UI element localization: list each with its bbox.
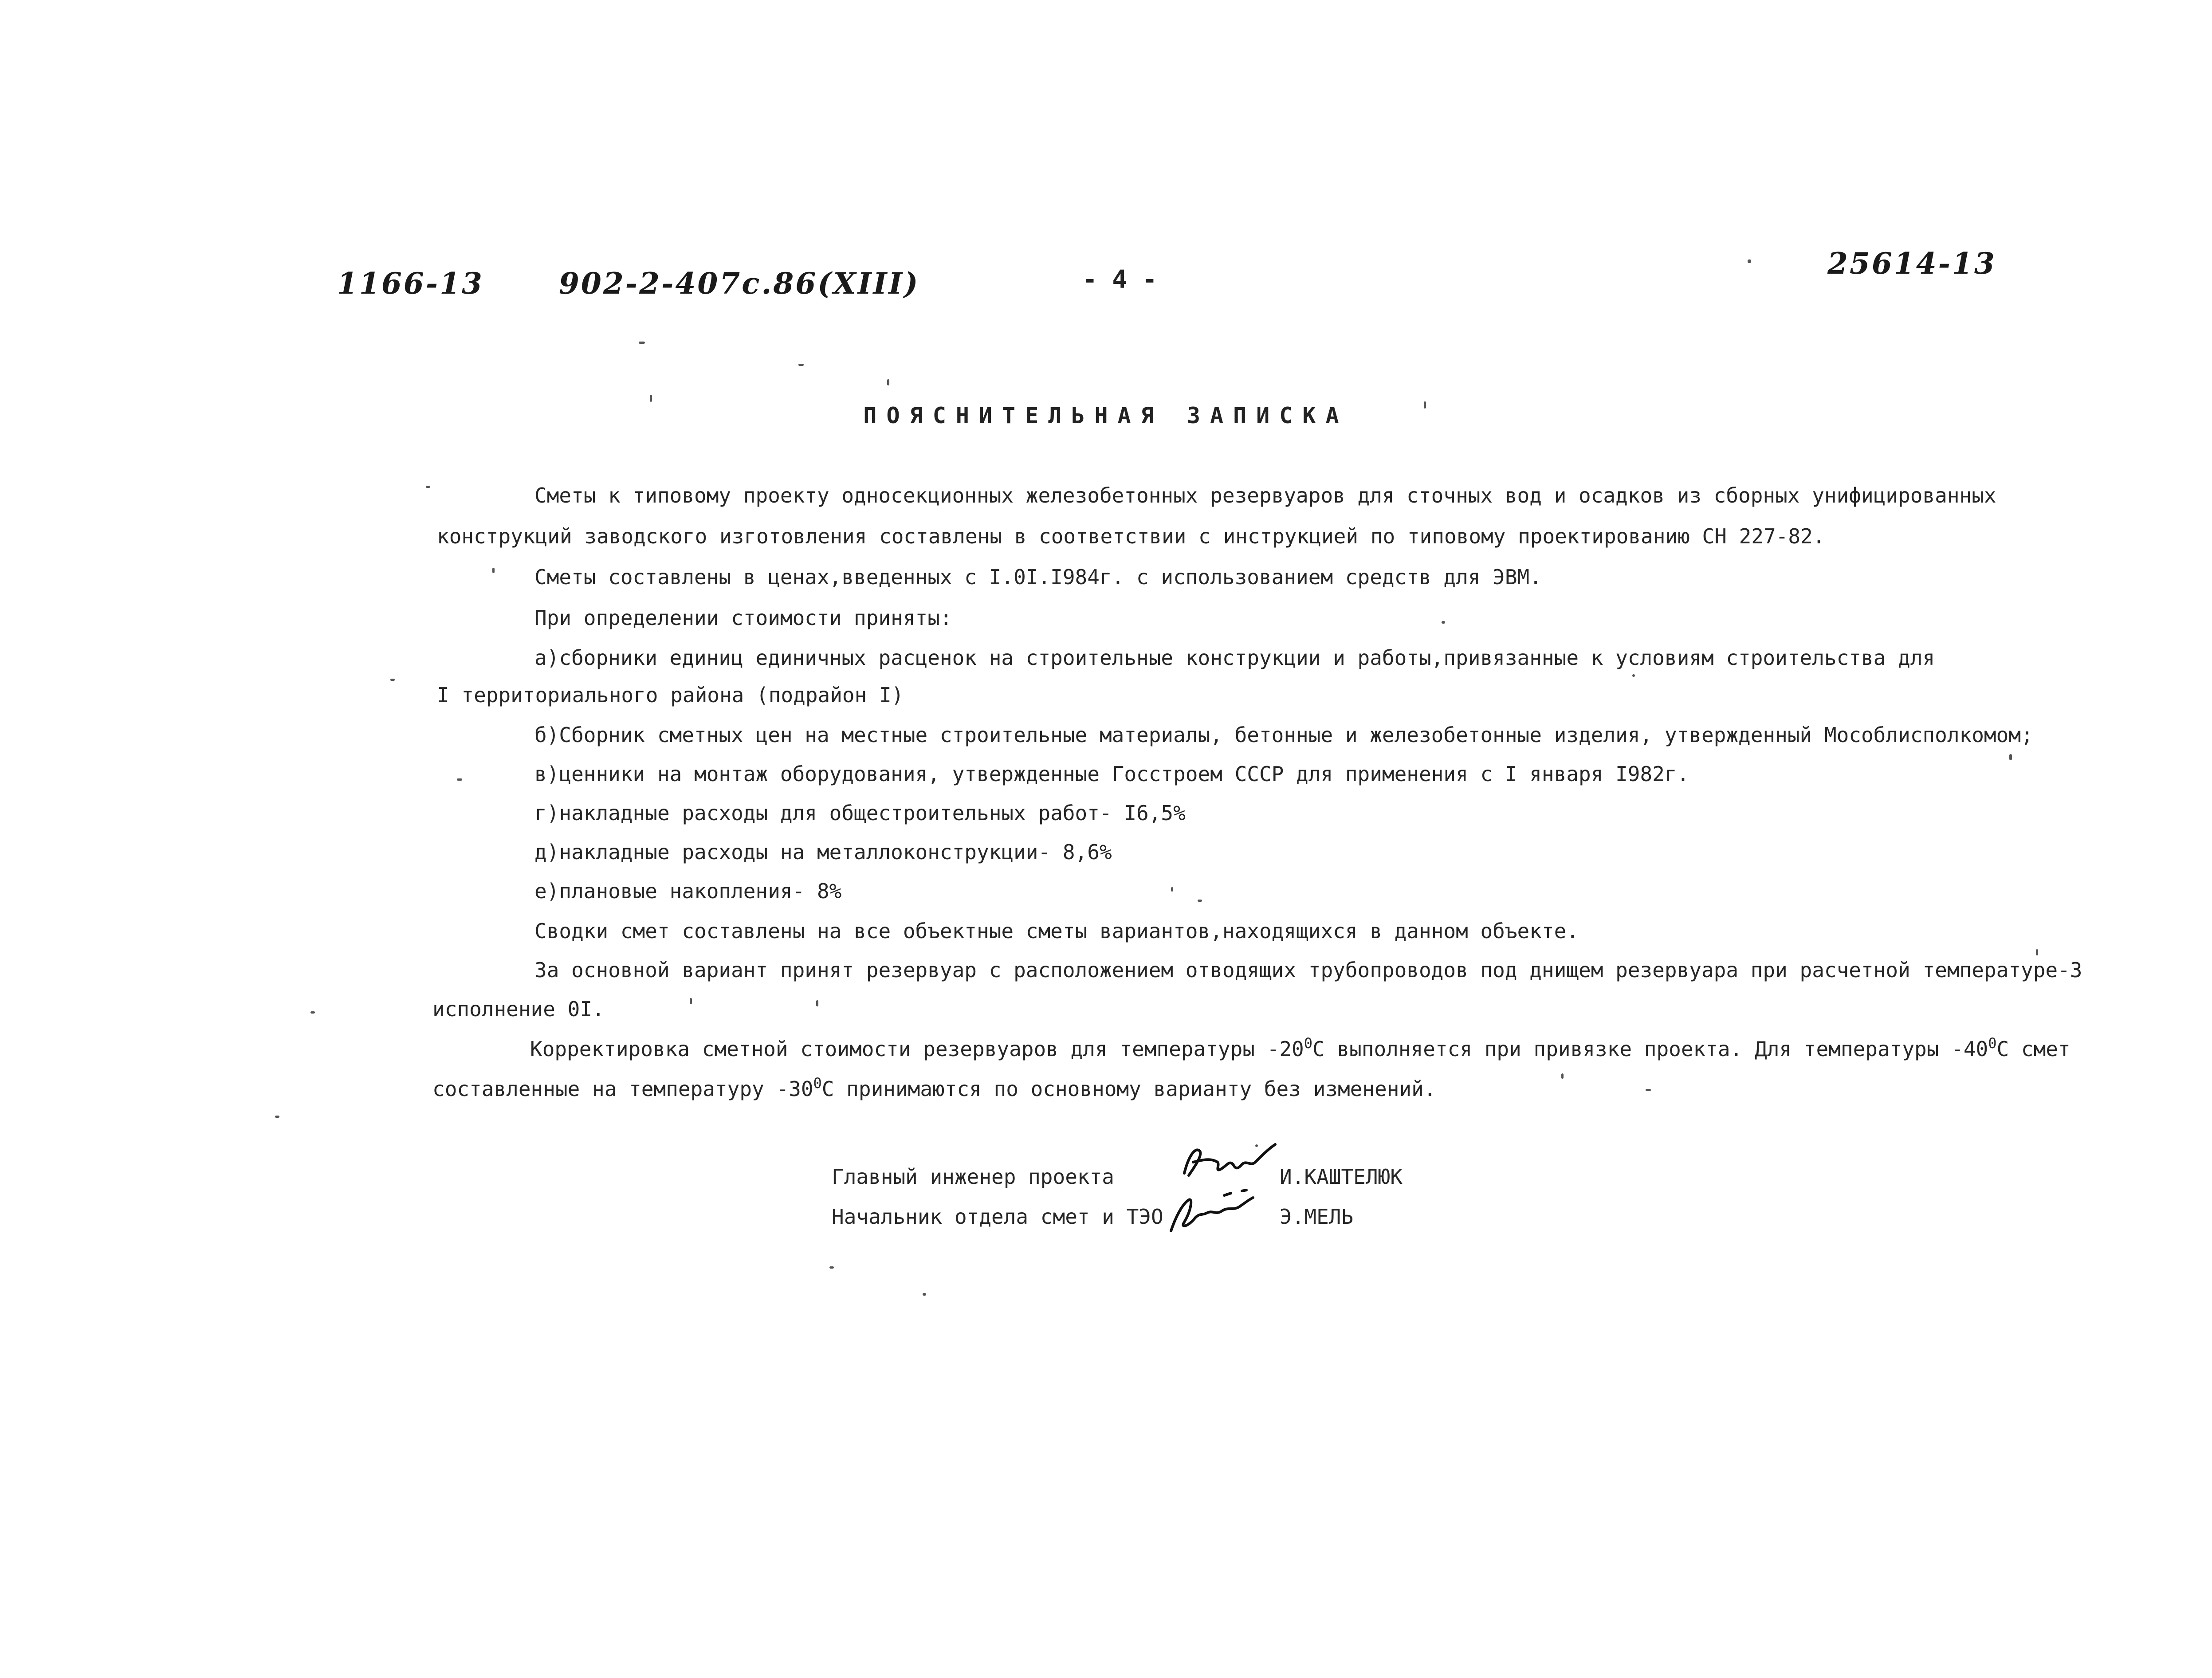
scan-speck: [457, 778, 462, 781]
item-g: г)накладные расходы для общестроительных работ- I6,5%: [534, 801, 1186, 825]
scan-speck: [310, 1011, 315, 1014]
scan-speck: [492, 568, 495, 573]
paragraph-6-line-2-part-a: составленные на температуру -30: [432, 1077, 813, 1101]
scan-speck: [1442, 621, 1445, 624]
scan-speck: [829, 1266, 834, 1269]
scan-speck: [639, 342, 645, 344]
scan-speck: [275, 1116, 279, 1118]
degree-sup-1: 0: [1304, 1035, 1313, 1052]
scan-speck: [1646, 1089, 1651, 1091]
item-e: е)плановые накопления- 8%: [534, 879, 842, 903]
archive-code-right: 25614-13: [1827, 246, 1996, 281]
scan-speck: [1561, 1073, 1564, 1079]
paragraph-5-line-2: исполнение 0I.: [432, 997, 605, 1021]
item-v: в)ценники на монтаж оборудования, утвержденные Госстроем СССР для применения с I января I982г.: [534, 762, 1689, 786]
scan-speck: [798, 364, 804, 366]
paragraph-6-line-1-part-a: Корректировка сметной стоимости резервуаров для температуры -20: [530, 1037, 1304, 1061]
scan-speck: [2036, 949, 2038, 955]
scan-speck: [887, 379, 889, 385]
signature-label-department-head: Начальник отдела смет и ТЭО: [832, 1205, 1163, 1229]
scan-speck: [650, 395, 652, 402]
paragraph-6-line-2-part-b: С принимаются по основному варианту без изменений.: [821, 1077, 1436, 1101]
project-code: 902-2-407с.86(XIII): [559, 266, 920, 301]
paragraph-6-line-1: [530, 1037, 2071, 1061]
scan-speck: [1255, 1144, 1258, 1147]
paragraph-2: Сметы составлены в ценах,введенных с I.0I.I984г. с использованием средств для ЭВМ.: [534, 565, 1542, 589]
paragraph-3: При определении стоимости приняты:: [534, 606, 952, 630]
paragraph-4: Сводки смет составлены на все объектные сметы вариантов,находящихся в данном объекте.: [534, 919, 1579, 943]
scan-speck: [1171, 887, 1173, 892]
item-a-line-1: а)сборники единиц единичных расценок на строительные конструкции и работы,привязанные к условиям строительства для: [534, 646, 1935, 670]
signature-name-chief-engineer: И.КАШТЕЛЮК: [1280, 1165, 1403, 1189]
scan-speck: [1198, 900, 1202, 902]
signature-label-chief-engineer: Главный инженер проекта: [832, 1165, 1114, 1189]
scan-speck: [1424, 401, 1426, 409]
item-b: б)Сборник сметных цен на местные строительные материалы, бетонные и железобетонные изделия, утвержденный Мособлисполкомом;: [534, 723, 2033, 747]
item-d: д)накладные расходы на металлоконструкции- 8,6%: [534, 840, 1112, 864]
scan-speck: [923, 1293, 926, 1296]
scan-speck: [690, 998, 692, 1004]
scan-speck: [816, 1000, 818, 1006]
degree-sup-3: 0: [813, 1075, 822, 1092]
degree-sup-2: 0: [1988, 1035, 1997, 1052]
paragraph-1-line-1: Сметы к типовому проекту односекционных железобетонных резервуаров для сточных вод и осадков из сборных унифицированных: [534, 483, 1996, 507]
signature-department-head: [1158, 1187, 1260, 1240]
scan-speck: [426, 486, 430, 488]
signature-chief-engineer: [1175, 1138, 1282, 1187]
paragraph-6-line-1-part-b: С выполняется при привязке проекта. Для температуры -40: [1312, 1037, 1988, 1061]
item-a-line-2: I территориального района (подрайон I): [437, 683, 904, 707]
scan-speck: [1748, 259, 1751, 263]
signature-name-department-head: Э.МЕЛЬ: [1280, 1205, 1354, 1229]
paragraph-6-line-2: [432, 1077, 1436, 1101]
archive-code-left: 1166-13: [337, 266, 484, 301]
scan-speck: [1632, 674, 1635, 677]
scan-speck: [2009, 754, 2012, 760]
paragraph-6-line-1-part-c: С смет: [1996, 1037, 2071, 1061]
page-number: - 4 -: [1082, 265, 1157, 294]
scan-speck: [390, 679, 395, 681]
paragraph-5-line-1: За основной вариант принят резервуар с расположением отводящих трубопроводов под днищем резервуара при расчетной температуре-3: [534, 958, 2082, 982]
paragraph-1-line-2: конструкций заводского изготовления составлены в соответствии с инструкцией по типовому проектированию СН 227-82.: [437, 524, 1825, 548]
document-title: ПОЯСНИТЕЛЬНАЯ ЗАПИСКА: [863, 403, 1349, 428]
